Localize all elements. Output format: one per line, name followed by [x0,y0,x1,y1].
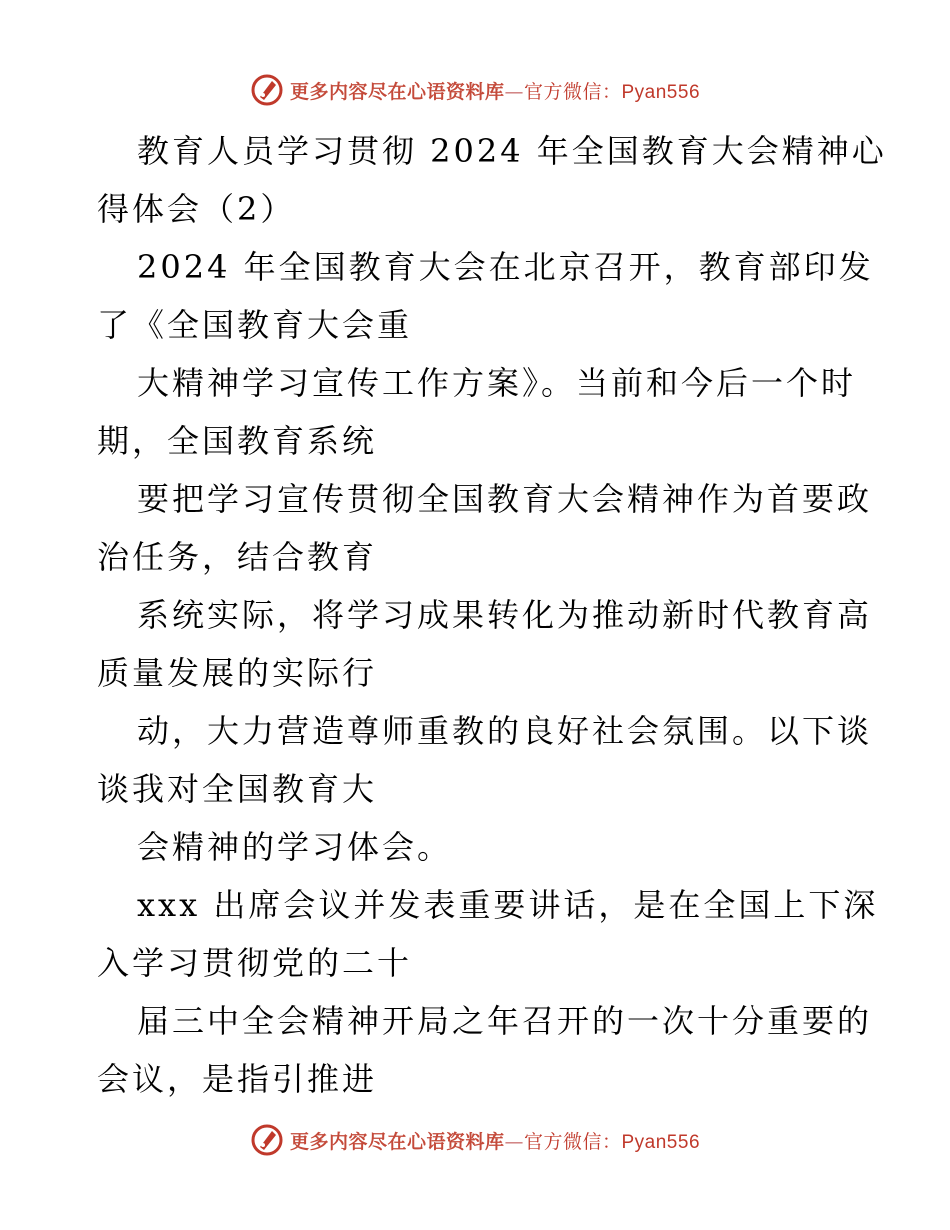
watermark-brand: 更多内容尽在心语资料库 [289,80,505,103]
document-body [97,122,887,1108]
text-line: 入学习贯彻党的二十 [97,944,413,982]
watermark-account: Pyan556 [621,1131,701,1153]
watermark-brand: 更多内容尽在心语资料库 [289,1130,505,1153]
watermark-separator: — [504,1130,524,1153]
watermark-text [290,1127,700,1154]
text-line: 治任务，结合教育 [97,538,378,576]
text-line: 期，全国教育系统 [97,422,378,460]
text-line: 系统实际，将学习成果转化为推动新时代教育高 [137,596,873,634]
text-line: 得体会（2） [97,190,296,228]
text-line: 会议，是指引推进 [97,1060,378,1098]
watermark-text [290,77,700,104]
text-line: 了《全国教育大会重 [97,306,413,344]
pen-nib-logo-icon [250,73,284,107]
text-line: 教育人员学习贯彻 2024 年全国教育大会精神心 [137,132,887,170]
text-line: 会精神的学习体会。 [137,828,453,866]
text-line: 2024 年全国教育大会在北京召开，教育部印发 [137,248,874,286]
text-line: 要把学习宣传贯彻全国教育大会精神作为首要政 [137,480,873,518]
watermark-suffix: 官方微信： [523,1130,622,1153]
text-line: 谈我对全国教育大 [97,770,378,808]
text-line: 动，大力营造尊师重教的良好社会氛围。以下谈 [137,712,873,750]
watermark-separator: — [504,80,524,103]
pen-nib-logo-icon [250,1123,284,1157]
header-watermark [0,70,950,110]
footer-watermark [0,1120,950,1160]
text-line: 届三中全会精神开局之年召开的一次十分重要的 [137,1002,873,1040]
watermark-account: Pyan556 [621,81,701,103]
text-line: xxx 出席会议并发表重要讲话，是在全国上下深 [137,886,879,924]
text-line: 大精神学习宣传工作方案》。当前和今后一个时 [137,364,857,402]
text-line: 质量发展的实际行 [97,654,378,692]
watermark-suffix: 官方微信： [523,80,622,103]
